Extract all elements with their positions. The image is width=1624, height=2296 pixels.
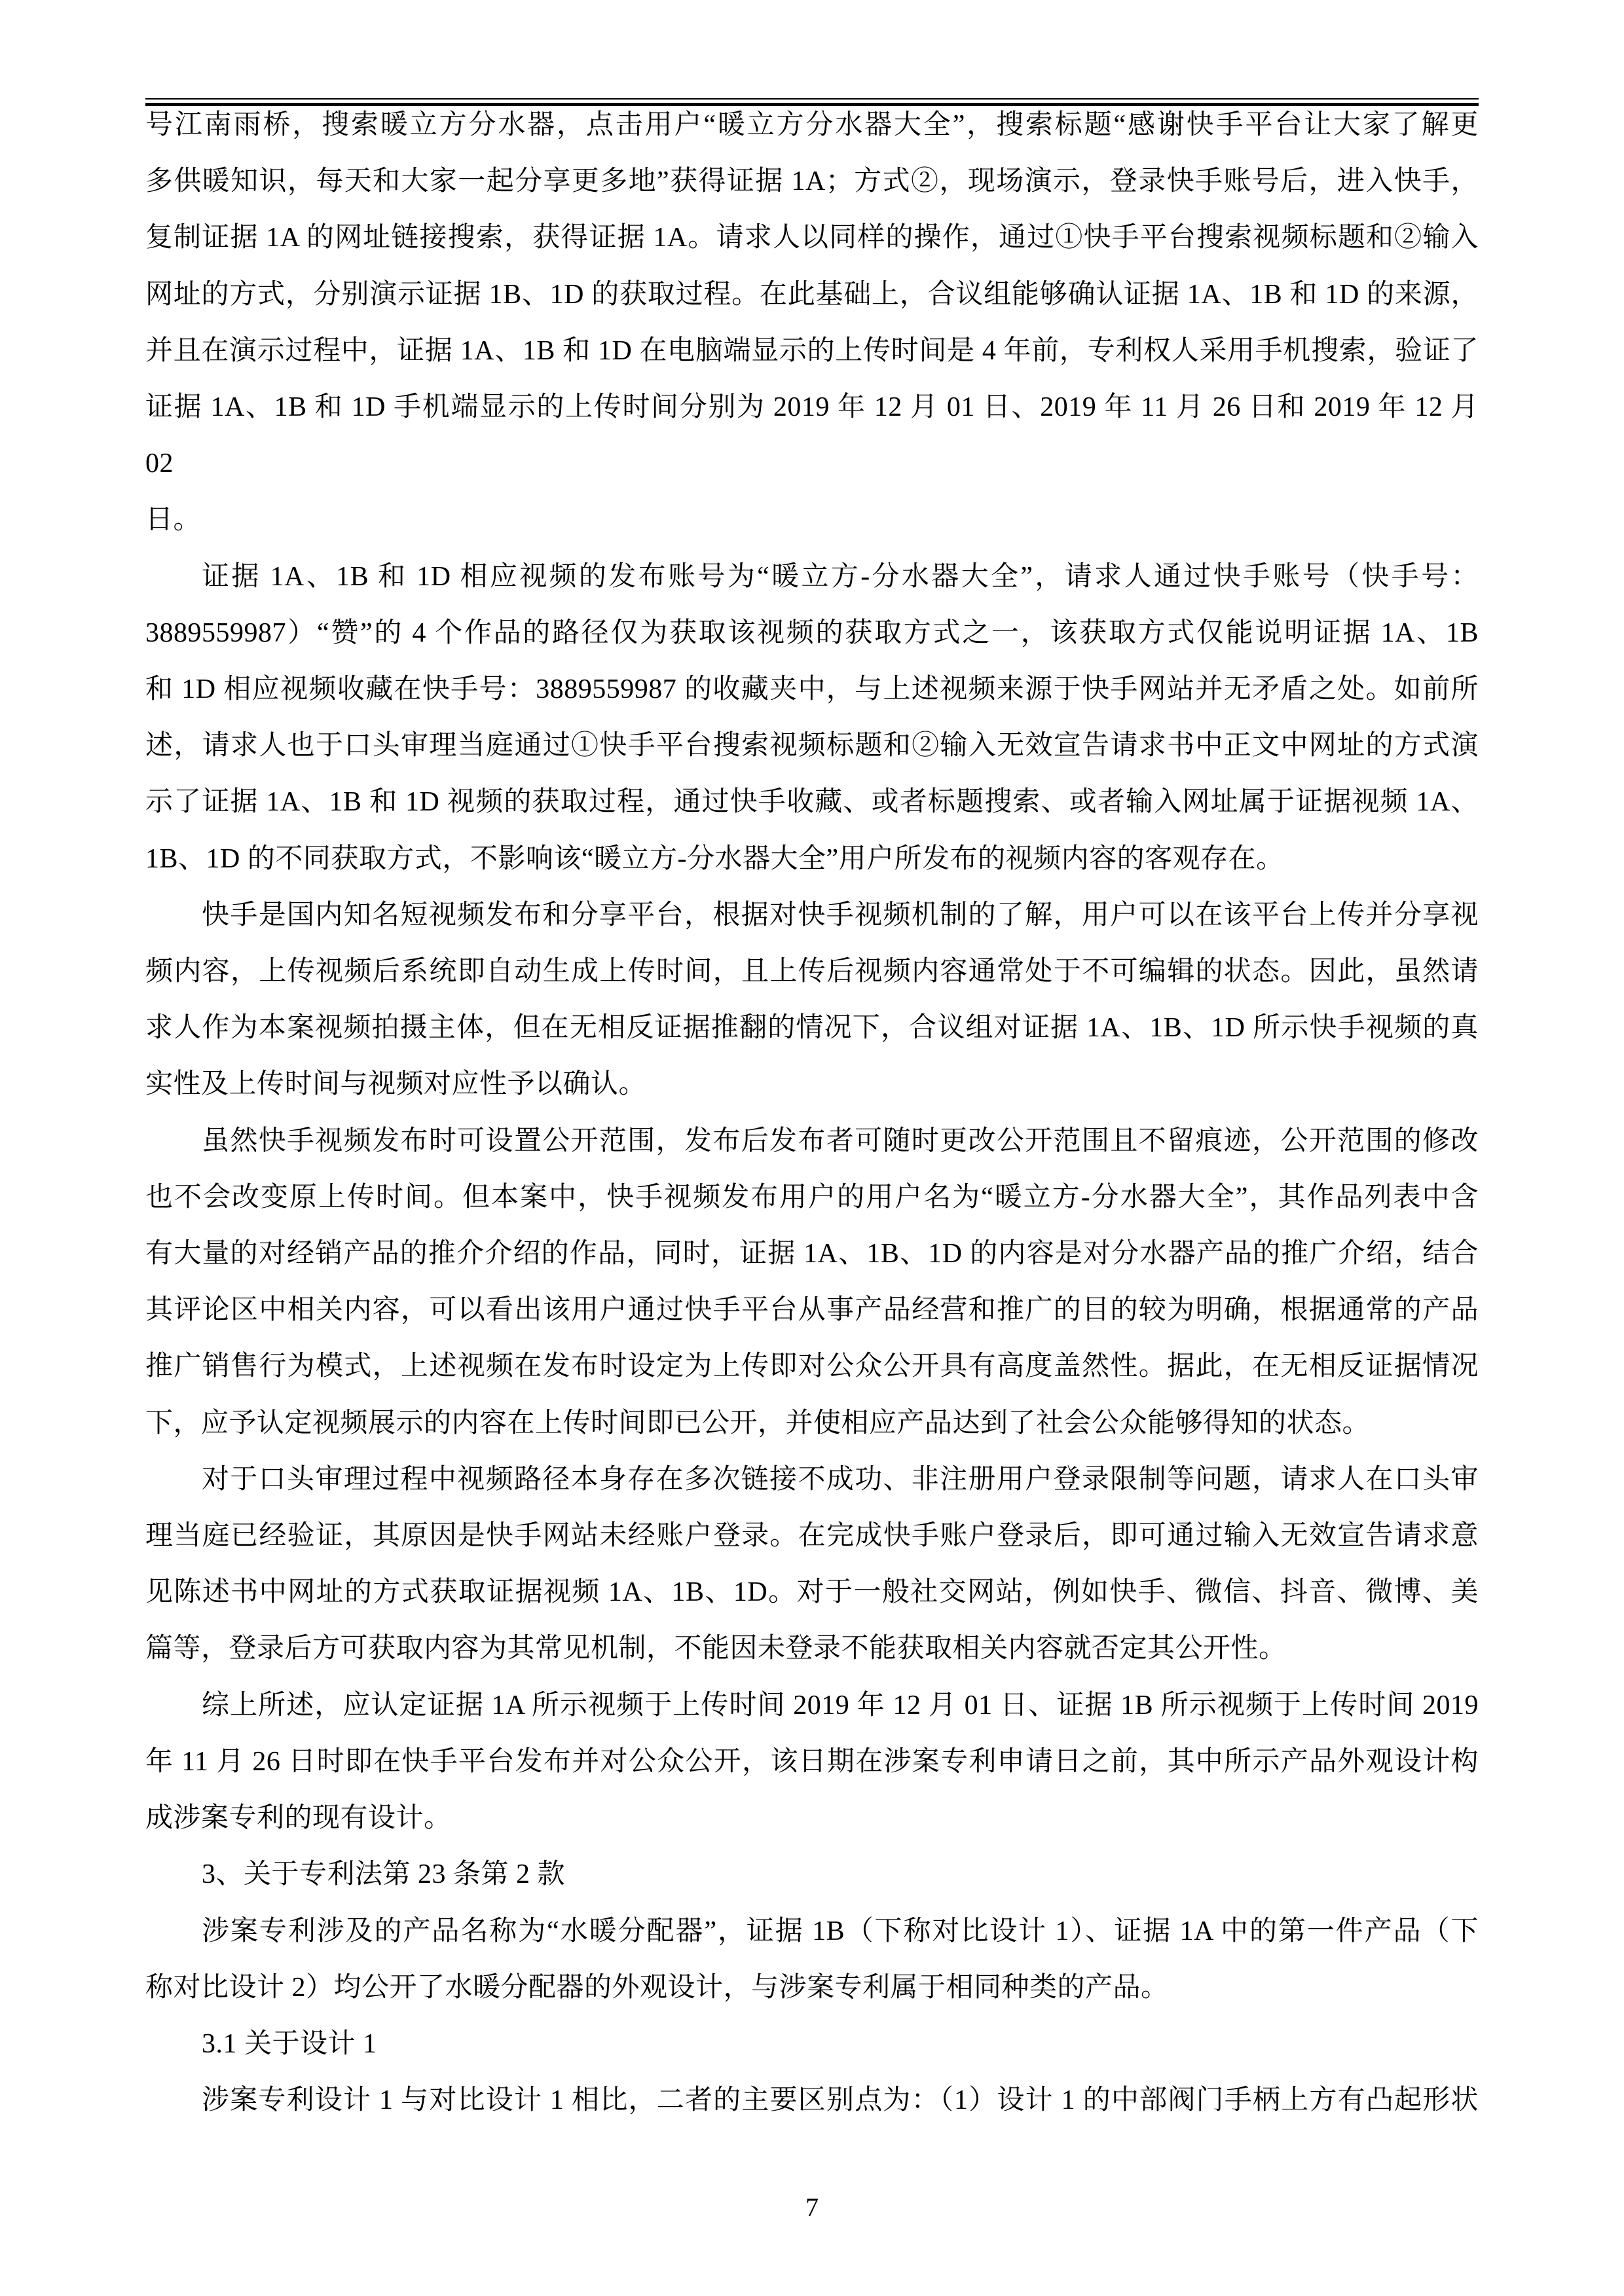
text-line: 频内容，上传视频后系统即自动生成上传时间，且上传后视频内容通常处于不可编辑的状态。因此，虽然请	[145, 957, 1479, 987]
paragraph	[145, 97, 1479, 549]
paragraph	[145, 1903, 1479, 2016]
text-line: 3889559987）“赞”的 4 个作品的路径仅为获取该视频的获取方式之一，该获取方式仅能说明证据 1A、1B	[145, 617, 1479, 648]
text-line: 示了证据 1A、1B 和 1D 视频的获取过程，通过快手收藏、或者标题搜索、或者输入网址属于证据视频 1A、	[145, 787, 1479, 818]
paragraph	[145, 1113, 1479, 1451]
text-line: 3.1 关于设计 1	[202, 2028, 377, 2059]
text-line: 年 11 月 26 日时即在快手平台发布并对公众公开，该日期在涉案专利申请日之前，其中所示产品外观设计构	[145, 1746, 1479, 1777]
paragraph	[145, 1846, 1479, 1903]
paragraph	[145, 549, 1479, 887]
text-line: 对于口头审理过程中视频路径本身存在多次链接不成功、非注册用户登录限制等问题，请求人在口头审	[202, 1464, 1479, 1495]
page-number: 7	[805, 2193, 819, 2222]
text-line: 网址的方式，分别演示证据 1B、1D 的获取过程。在此基础上，合议组能够确认证据 1A、1B 和 1D 的来源，	[145, 279, 1479, 310]
text-line: 篇等，登录后方可获取内容为其常见机制，不能因未登录不能获取相关内容就否定其公开性。	[145, 1633, 1287, 1664]
text-line: 日。	[145, 505, 202, 536]
text-line: 综上所述，应认定证据 1A 所示视频于上传时间 2019 年 12 月 01 日、证据 1B 所示视频于上传时间 2019	[202, 1690, 1479, 1721]
text-line: 虽然快手视频发布时可设置公开范围，发布后发布者可随时更改公开范围且不留痕迹，公开范围的修改	[202, 1125, 1479, 1156]
document-body	[145, 97, 1479, 2128]
text-line: 证据 1A、1B 和 1D 相应视频的发布账号为“暖立方-分水器大全”，请求人通过快手账号（快手号：	[202, 561, 1479, 592]
text-line: 和 1D 相应视频收藏在快手号：3889559987 的收藏夹中，与上述视频来源于快手网站并无矛盾之处。如前所	[145, 674, 1479, 705]
text-line: 证据 1A、1B 和 1D 手机端显示的上传时间分别为 2019 年 12 月 01 日、2019 年 11 月 26 日和 2019 年 12 月 02	[145, 392, 1479, 479]
text-line: 3、关于专利法第 23 条第 2 款	[202, 1859, 566, 1890]
text-line: 有大量的对经销产品的推介介绍的作品，同时，证据 1A、1B、1D 的内容是对分水器产品的推广介绍，结合	[145, 1239, 1479, 1269]
text-line: 称对比设计 2）均公开了水暖分配器的外观设计，与涉案专利属于相同种类的产品。	[145, 1972, 1169, 2003]
text-line: 理当庭已经验证，其原因是快手网站未经账户登录。在完成快手账户登录后，即可通过输入无效宣告请求意	[145, 1521, 1479, 1552]
text-line: 涉案专利涉及的产品名称为“水暖分配器”，证据 1B（下称对比设计 1）、证据 1A 中的第一件产品（下	[202, 1916, 1479, 1946]
text-line: 多供暖知识，每天和大家一起分享更多地”获得证据 1A；方式②，现场演示，登录快手账号后，进入快手，	[145, 166, 1479, 197]
paragraph	[145, 887, 1479, 1113]
text-line: 涉案专利设计 1 与对比设计 1 相比，二者的主要区别点为：（1）设计 1 的中部阀门手柄上方有凸起形状	[202, 2085, 1479, 2116]
text-line: 求人作为本案视频拍摄主体，但在无相反证据推翻的情况下，合议组对证据 1A、1B、1D 所示快手视频的真	[145, 1013, 1479, 1044]
paragraph	[145, 2016, 1479, 2072]
text-line: 见陈述书中网址的方式获取证据视频 1A、1B、1D。对于一般社交网站，例如快手、微信、抖音、微博、美	[145, 1577, 1479, 1608]
text-line: 也不会改变原上传时间。但本案中，快手视频发布用户的用户名为“暖立方-分水器大全”，其作品列表中含	[145, 1182, 1479, 1212]
text-line: 1B、1D 的不同获取方式，不影响该“暖立方-分水器大全”用户所发布的视频内容的客观存在。	[145, 843, 1284, 874]
text-line: 下，应予认定视频展示的内容在上传时间即已公开，并使相应产品达到了社会公众能够得知的状态。	[145, 1408, 1371, 1438]
paragraph	[145, 1677, 1479, 1847]
paragraph	[145, 2072, 1479, 2128]
text-line: 推广销售行为模式，上述视频在发布时设定为上传即对公众公开具有高度盖然性。据此，在无相反证据情况	[145, 1351, 1479, 1382]
text-line: 号江南雨桥，搜索暖立方分水器，点击用户“暖立方分水器大全”，搜索标题“感谢快手平台让大家了解更	[145, 110, 1479, 140]
text-line: 并且在演示过程中，证据 1A、1B 和 1D 在电脑端显示的上传时间是 4 年前，专利权人采用手机搜索，验证了	[145, 335, 1479, 366]
paragraph	[145, 1451, 1479, 1677]
text-line: 实性及上传时间与视频对应性予以确认。	[145, 1069, 647, 1100]
text-line: 快手是国内知名短视频发布和分享平台，根据对快手视频机制的了解，用户可以在该平台上传并分享视	[202, 900, 1479, 930]
text-line: 述，请求人也于口头审理当庭通过①快手平台搜索视频标题和②输入无效宣告请求书中正文中网址的方式演	[145, 731, 1479, 761]
text-line: 复制证据 1A 的网址链接搜索，获得证据 1A。请求人以同样的操作，通过①快手平台搜索视频标题和②输入	[145, 223, 1479, 253]
text-line: 成涉案专利的现有设计。	[145, 1803, 452, 1834]
text-line: 其评论区中相关内容，可以看出该用户通过快手平台从事产品经营和推广的目的较为明确，根据通常的产品	[145, 1295, 1479, 1326]
